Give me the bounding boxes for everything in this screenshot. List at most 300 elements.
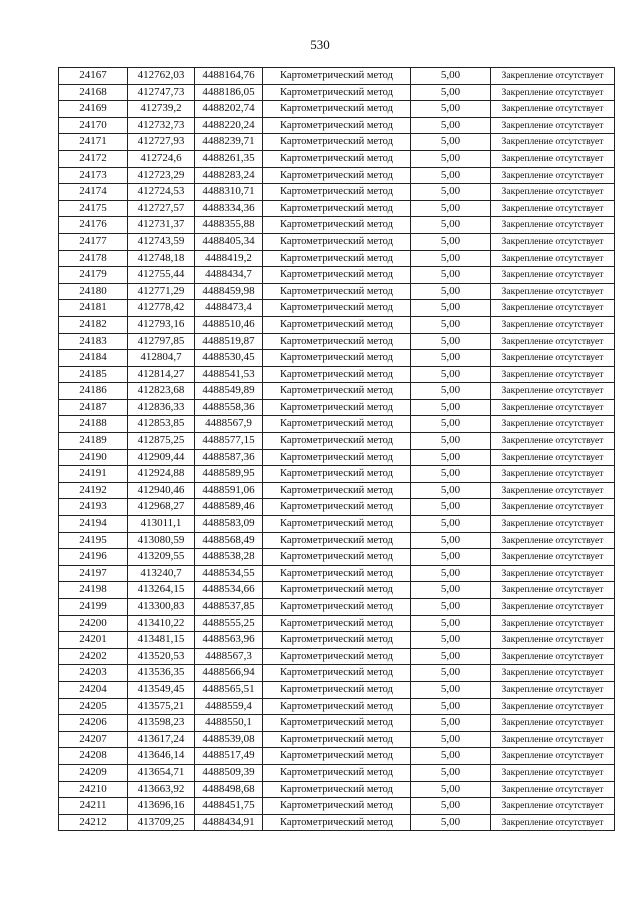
y-coordinate-cell: 4488510,46 [195, 316, 263, 333]
y-coordinate-cell: 4488434,91 [195, 814, 263, 831]
fixing-note-cell: Закрепление отсутствует [491, 582, 615, 599]
accuracy-cell: 5,00 [411, 582, 491, 599]
y-coordinate-cell: 4488577,15 [195, 433, 263, 450]
y-coordinate-cell: 4488419,2 [195, 250, 263, 267]
fixing-note-cell: Закрепление отсутствует [491, 101, 615, 118]
x-coordinate-cell: 412804,7 [128, 350, 195, 367]
page-number: 530 [310, 37, 330, 52]
fixing-note-cell: Закрепление отсутствует [491, 731, 615, 748]
y-coordinate-cell: 4488565,51 [195, 681, 263, 698]
table-row [59, 582, 615, 599]
method-cell: Картометрический метод [263, 814, 411, 831]
table-row [59, 433, 615, 450]
fixing-note-cell: Закрепление отсутствует [491, 333, 615, 350]
fixing-note-cell: Закрепление отсутствует [491, 665, 615, 682]
x-coordinate-cell: 413575,21 [128, 698, 195, 715]
table-row [59, 316, 615, 333]
point-number-cell: 24209 [59, 764, 128, 781]
fixing-note-cell: Закрепление отсутствует [491, 167, 615, 184]
table-row [59, 648, 615, 665]
point-number-cell: 24189 [59, 433, 128, 450]
table-row [59, 681, 615, 698]
point-number-cell: 24205 [59, 698, 128, 715]
method-cell: Картометрический метод [263, 250, 411, 267]
table-row [59, 350, 615, 367]
y-coordinate-cell: 4488355,88 [195, 217, 263, 234]
accuracy-cell: 5,00 [411, 366, 491, 383]
table-row [59, 184, 615, 201]
y-coordinate-cell: 4488239,71 [195, 134, 263, 151]
point-number-cell: 24180 [59, 283, 128, 300]
method-cell: Картометрический метод [263, 698, 411, 715]
fixing-note-cell: Закрепление отсутствует [491, 449, 615, 466]
table-row [59, 134, 615, 151]
x-coordinate-cell: 412940,46 [128, 482, 195, 499]
fixing-note-cell: Закрепление отсутствует [491, 499, 615, 516]
point-number-cell: 24170 [59, 117, 128, 134]
y-coordinate-cell: 4488164,76 [195, 68, 263, 85]
point-number-cell: 24183 [59, 333, 128, 350]
accuracy-cell: 5,00 [411, 68, 491, 85]
accuracy-cell: 5,00 [411, 648, 491, 665]
fixing-note-cell: Закрепление отсутствует [491, 482, 615, 499]
x-coordinate-cell: 412778,42 [128, 300, 195, 317]
y-coordinate-cell: 4488459,98 [195, 283, 263, 300]
x-coordinate-cell: 412823,68 [128, 383, 195, 400]
point-number-cell: 24191 [59, 466, 128, 483]
table-row [59, 233, 615, 250]
method-cell: Картометрический метод [263, 648, 411, 665]
y-coordinate-cell: 4488549,89 [195, 383, 263, 400]
y-coordinate-cell: 4488583,09 [195, 516, 263, 533]
y-coordinate-cell: 4488310,71 [195, 184, 263, 201]
point-number-cell: 24179 [59, 267, 128, 284]
x-coordinate-cell: 413549,45 [128, 681, 195, 698]
accuracy-cell: 5,00 [411, 233, 491, 250]
point-number-cell: 24192 [59, 482, 128, 499]
point-number-cell: 24174 [59, 184, 128, 201]
method-cell: Картометрический метод [263, 101, 411, 118]
fixing-note-cell: Закрепление отсутствует [491, 217, 615, 234]
fixing-note-cell: Закрепление отсутствует [491, 117, 615, 134]
table-row [59, 565, 615, 582]
method-cell: Картометрический метод [263, 316, 411, 333]
y-coordinate-cell: 4488498,68 [195, 781, 263, 798]
x-coordinate-cell: 413536,35 [128, 665, 195, 682]
table-row [59, 516, 615, 533]
method-cell: Картометрический метод [263, 466, 411, 483]
y-coordinate-cell: 4488537,85 [195, 599, 263, 616]
accuracy-cell: 5,00 [411, 499, 491, 516]
accuracy-cell: 5,00 [411, 399, 491, 416]
accuracy-cell: 5,00 [411, 466, 491, 483]
fixing-note-cell: Закрепление отсутствует [491, 599, 615, 616]
fixing-note-cell: Закрепление отсутствует [491, 715, 615, 732]
point-number-cell: 24206 [59, 715, 128, 732]
table-row [59, 167, 615, 184]
x-coordinate-cell: 413080,59 [128, 532, 195, 549]
accuracy-cell: 5,00 [411, 764, 491, 781]
table-row [59, 549, 615, 566]
y-coordinate-cell: 4488589,46 [195, 499, 263, 516]
y-coordinate-cell: 4488186,05 [195, 84, 263, 101]
y-coordinate-cell: 4488539,08 [195, 731, 263, 748]
accuracy-cell: 5,00 [411, 300, 491, 317]
y-coordinate-cell: 4488567,9 [195, 416, 263, 433]
x-coordinate-cell: 412968,27 [128, 499, 195, 516]
method-cell: Картометрический метод [263, 416, 411, 433]
x-coordinate-cell: 412755,44 [128, 267, 195, 284]
fixing-note-cell: Закрепление отсутствует [491, 184, 615, 201]
x-coordinate-cell: 413240,7 [128, 565, 195, 582]
accuracy-cell: 5,00 [411, 798, 491, 815]
accuracy-cell: 5,00 [411, 250, 491, 267]
y-coordinate-cell: 4488220,24 [195, 117, 263, 134]
accuracy-cell: 5,00 [411, 316, 491, 333]
fixing-note-cell: Закрепление отсутствует [491, 68, 615, 85]
method-cell: Картометрический метод [263, 84, 411, 101]
fixing-note-cell: Закрепление отсутствует [491, 565, 615, 582]
fixing-note-cell: Закрепление отсутствует [491, 798, 615, 815]
x-coordinate-cell: 412727,93 [128, 134, 195, 151]
x-coordinate-cell: 412836,33 [128, 399, 195, 416]
method-cell: Картометрический метод [263, 366, 411, 383]
x-coordinate-cell: 412724,53 [128, 184, 195, 201]
fixing-note-cell: Закрепление отсутствует [491, 283, 615, 300]
accuracy-cell: 5,00 [411, 217, 491, 234]
point-number-cell: 24210 [59, 781, 128, 798]
point-number-cell: 24196 [59, 549, 128, 566]
x-coordinate-cell: 412723,29 [128, 167, 195, 184]
table-row [59, 383, 615, 400]
table-row [59, 416, 615, 433]
table-row [59, 731, 615, 748]
table-row [59, 632, 615, 649]
accuracy-cell: 5,00 [411, 134, 491, 151]
method-cell: Картометрический метод [263, 233, 411, 250]
table-body [59, 68, 615, 831]
fixing-note-cell: Закрепление отсутствует [491, 416, 615, 433]
table-row [59, 798, 615, 815]
accuracy-cell: 5,00 [411, 748, 491, 765]
method-cell: Картометрический метод [263, 433, 411, 450]
x-coordinate-cell: 413011,1 [128, 516, 195, 533]
point-number-cell: 24193 [59, 499, 128, 516]
point-number-cell: 24187 [59, 399, 128, 416]
x-coordinate-cell: 412771,29 [128, 283, 195, 300]
accuracy-cell: 5,00 [411, 267, 491, 284]
fixing-note-cell: Закрепление отсутствует [491, 698, 615, 715]
method-cell: Картометрический метод [263, 482, 411, 499]
x-coordinate-cell: 412739,2 [128, 101, 195, 118]
x-coordinate-cell: 413709,25 [128, 814, 195, 831]
method-cell: Картометрический метод [263, 615, 411, 632]
method-cell: Картометрический метод [263, 715, 411, 732]
y-coordinate-cell: 4488509,39 [195, 764, 263, 781]
fixing-note-cell: Закрепление отсутствует [491, 549, 615, 566]
method-cell: Картометрический метод [263, 532, 411, 549]
fixing-note-cell: Закрепление отсутствует [491, 84, 615, 101]
accuracy-cell: 5,00 [411, 532, 491, 549]
accuracy-cell: 5,00 [411, 350, 491, 367]
x-coordinate-cell: 412797,85 [128, 333, 195, 350]
point-number-cell: 24190 [59, 449, 128, 466]
y-coordinate-cell: 4488559,4 [195, 698, 263, 715]
y-coordinate-cell: 4488202,74 [195, 101, 263, 118]
method-cell: Картометрический метод [263, 283, 411, 300]
table-row [59, 250, 615, 267]
table-row [59, 466, 615, 483]
fixing-note-cell: Закрепление отсутствует [491, 316, 615, 333]
point-number-cell: 24201 [59, 632, 128, 649]
x-coordinate-cell: 412743,59 [128, 233, 195, 250]
accuracy-cell: 5,00 [411, 516, 491, 533]
fixing-note-cell: Закрепление отсутствует [491, 814, 615, 831]
y-coordinate-cell: 4488434,7 [195, 267, 263, 284]
point-number-cell: 24203 [59, 665, 128, 682]
accuracy-cell: 5,00 [411, 117, 491, 134]
table-row [59, 366, 615, 383]
table-row [59, 615, 615, 632]
accuracy-cell: 5,00 [411, 731, 491, 748]
method-cell: Картометрический метод [263, 184, 411, 201]
method-cell: Картометрический метод [263, 200, 411, 217]
x-coordinate-cell: 413654,71 [128, 764, 195, 781]
x-coordinate-cell: 413696,16 [128, 798, 195, 815]
point-number-cell: 24202 [59, 648, 128, 665]
method-cell: Картометрический метод [263, 399, 411, 416]
x-coordinate-cell: 413410,22 [128, 615, 195, 632]
y-coordinate-cell: 4488530,45 [195, 350, 263, 367]
x-coordinate-cell: 412762,03 [128, 68, 195, 85]
method-cell: Картометрический метод [263, 565, 411, 582]
table-row [59, 101, 615, 118]
table-row [59, 68, 615, 85]
accuracy-cell: 5,00 [411, 101, 491, 118]
method-cell: Картометрический метод [263, 748, 411, 765]
accuracy-cell: 5,00 [411, 715, 491, 732]
y-coordinate-cell: 4488334,36 [195, 200, 263, 217]
accuracy-cell: 5,00 [411, 665, 491, 682]
method-cell: Картометрический метод [263, 499, 411, 516]
fixing-note-cell: Закрепление отсутствует [491, 233, 615, 250]
method-cell: Картометрический метод [263, 516, 411, 533]
x-coordinate-cell: 412793,16 [128, 316, 195, 333]
point-number-cell: 24185 [59, 366, 128, 383]
table-row [59, 748, 615, 765]
y-coordinate-cell: 4488563,96 [195, 632, 263, 649]
point-number-cell: 24186 [59, 383, 128, 400]
fixing-note-cell: Закрепление отсутствует [491, 300, 615, 317]
method-cell: Картометрический метод [263, 333, 411, 350]
accuracy-cell: 5,00 [411, 549, 491, 566]
y-coordinate-cell: 4488567,3 [195, 648, 263, 665]
x-coordinate-cell: 412909,44 [128, 449, 195, 466]
accuracy-cell: 5,00 [411, 416, 491, 433]
y-coordinate-cell: 4488541,53 [195, 366, 263, 383]
method-cell: Картометрический метод [263, 350, 411, 367]
x-coordinate-cell: 412853,85 [128, 416, 195, 433]
accuracy-cell: 5,00 [411, 599, 491, 616]
point-number-cell: 24175 [59, 200, 128, 217]
table-row [59, 449, 615, 466]
x-coordinate-cell: 412747,73 [128, 84, 195, 101]
fixing-note-cell: Закрепление отсутствует [491, 399, 615, 416]
y-coordinate-cell: 4488405,34 [195, 233, 263, 250]
accuracy-cell: 5,00 [411, 681, 491, 698]
method-cell: Картометрический метод [263, 449, 411, 466]
point-number-cell: 24204 [59, 681, 128, 698]
fixing-note-cell: Закрепление отсутствует [491, 350, 615, 367]
accuracy-cell: 5,00 [411, 632, 491, 649]
y-coordinate-cell: 4488591,06 [195, 482, 263, 499]
fixing-note-cell: Закрепление отсутствует [491, 681, 615, 698]
method-cell: Картометрический метод [263, 781, 411, 798]
x-coordinate-cell: 413264,15 [128, 582, 195, 599]
table-row [59, 814, 615, 831]
y-coordinate-cell: 4488555,25 [195, 615, 263, 632]
point-number-cell: 24173 [59, 167, 128, 184]
fixing-note-cell: Закрепление отсутствует [491, 516, 615, 533]
x-coordinate-cell: 413481,15 [128, 632, 195, 649]
y-coordinate-cell: 4488534,55 [195, 565, 263, 582]
accuracy-cell: 5,00 [411, 482, 491, 499]
table-row [59, 482, 615, 499]
x-coordinate-cell: 412732,73 [128, 117, 195, 134]
fixing-note-cell: Закрепление отсутствует [491, 466, 615, 483]
accuracy-cell: 5,00 [411, 615, 491, 632]
x-coordinate-cell: 412875,25 [128, 433, 195, 450]
fixing-note-cell: Закрепление отсутствует [491, 383, 615, 400]
method-cell: Картометрический метод [263, 798, 411, 815]
y-coordinate-cell: 4488473,4 [195, 300, 263, 317]
method-cell: Картометрический метод [263, 731, 411, 748]
method-cell: Картометрический метод [263, 167, 411, 184]
method-cell: Картометрический метод [263, 383, 411, 400]
method-cell: Картометрический метод [263, 217, 411, 234]
y-coordinate-cell: 4488534,66 [195, 582, 263, 599]
method-cell: Картометрический метод [263, 665, 411, 682]
point-number-cell: 24178 [59, 250, 128, 267]
fixing-note-cell: Закрепление отсутствует [491, 748, 615, 765]
x-coordinate-cell: 412814,27 [128, 366, 195, 383]
table-row [59, 84, 615, 101]
table-row [59, 333, 615, 350]
method-cell: Картометрический метод [263, 300, 411, 317]
table-row [59, 283, 615, 300]
point-number-cell: 24188 [59, 416, 128, 433]
accuracy-cell: 5,00 [411, 383, 491, 400]
table-row [59, 200, 615, 217]
accuracy-cell: 5,00 [411, 200, 491, 217]
table-row [59, 217, 615, 234]
table-row [59, 399, 615, 416]
table-row [59, 715, 615, 732]
fixing-note-cell: Закрепление отсутствует [491, 134, 615, 151]
table-row [59, 300, 615, 317]
fixing-note-cell: Закрепление отсутствует [491, 200, 615, 217]
x-coordinate-cell: 413617,24 [128, 731, 195, 748]
x-coordinate-cell: 413646,14 [128, 748, 195, 765]
point-number-cell: 24197 [59, 565, 128, 582]
fixing-note-cell: Закрепление отсутствует [491, 250, 615, 267]
table-row [59, 781, 615, 798]
point-number-cell: 24167 [59, 68, 128, 85]
accuracy-cell: 5,00 [411, 150, 491, 167]
y-coordinate-cell: 4488519,87 [195, 333, 263, 350]
method-cell: Картометрический метод [263, 68, 411, 85]
point-number-cell: 24171 [59, 134, 128, 151]
fixing-note-cell: Закрепление отсутствует [491, 615, 615, 632]
table-row [59, 532, 615, 549]
fixing-note-cell: Закрепление отсутствует [491, 150, 615, 167]
y-coordinate-cell: 4488566,94 [195, 665, 263, 682]
point-number-cell: 24212 [59, 814, 128, 831]
accuracy-cell: 5,00 [411, 184, 491, 201]
point-number-cell: 24199 [59, 599, 128, 616]
y-coordinate-cell: 4488283,24 [195, 167, 263, 184]
x-coordinate-cell: 412731,37 [128, 217, 195, 234]
method-cell: Картометрический метод [263, 267, 411, 284]
coordinates-table [58, 67, 615, 831]
y-coordinate-cell: 4488517,49 [195, 748, 263, 765]
point-number-cell: 24176 [59, 217, 128, 234]
point-number-cell: 24208 [59, 748, 128, 765]
fixing-note-cell: Закрепление отсутствует [491, 366, 615, 383]
x-coordinate-cell: 412924,88 [128, 466, 195, 483]
accuracy-cell: 5,00 [411, 433, 491, 450]
point-number-cell: 24182 [59, 316, 128, 333]
method-cell: Картометрический метод [263, 549, 411, 566]
x-coordinate-cell: 413663,92 [128, 781, 195, 798]
method-cell: Картометрический метод [263, 681, 411, 698]
y-coordinate-cell: 4488558,36 [195, 399, 263, 416]
method-cell: Картометрический метод [263, 134, 411, 151]
point-number-cell: 24168 [59, 84, 128, 101]
table-row [59, 267, 615, 284]
accuracy-cell: 5,00 [411, 333, 491, 350]
point-number-cell: 24169 [59, 101, 128, 118]
table-row [59, 764, 615, 781]
point-number-cell: 24172 [59, 150, 128, 167]
point-number-cell: 24177 [59, 233, 128, 250]
fixing-note-cell: Закрепление отсутствует [491, 781, 615, 798]
table-row [59, 499, 615, 516]
x-coordinate-cell: 413300,83 [128, 599, 195, 616]
y-coordinate-cell: 4488261,35 [195, 150, 263, 167]
y-coordinate-cell: 4488538,28 [195, 549, 263, 566]
point-number-cell: 24207 [59, 731, 128, 748]
point-number-cell: 24195 [59, 532, 128, 549]
table-row [59, 150, 615, 167]
x-coordinate-cell: 413598,23 [128, 715, 195, 732]
table-row [59, 665, 615, 682]
method-cell: Картометрический метод [263, 582, 411, 599]
method-cell: Картометрический метод [263, 150, 411, 167]
point-number-cell: 24194 [59, 516, 128, 533]
point-number-cell: 24184 [59, 350, 128, 367]
accuracy-cell: 5,00 [411, 781, 491, 798]
accuracy-cell: 5,00 [411, 698, 491, 715]
point-number-cell: 24198 [59, 582, 128, 599]
accuracy-cell: 5,00 [411, 449, 491, 466]
point-number-cell: 24200 [59, 615, 128, 632]
fixing-note-cell: Закрепление отсутствует [491, 532, 615, 549]
table-row [59, 698, 615, 715]
y-coordinate-cell: 4488589,95 [195, 466, 263, 483]
y-coordinate-cell: 4488587,36 [195, 449, 263, 466]
point-number-cell: 24181 [59, 300, 128, 317]
